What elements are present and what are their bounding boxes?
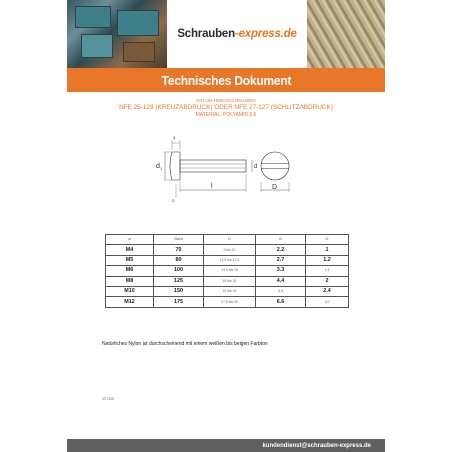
table-header-row — [106, 235, 349, 245]
cell-l2: 3,0 — [306, 297, 349, 307]
cell-l1: 4.4 — [256, 276, 306, 286]
cell-D: 11,5 bis 12,5 — [204, 255, 256, 265]
logo-brand-main: Schrauben — [177, 28, 235, 40]
logo-brand-suffix: -express.de — [234, 28, 297, 40]
label-d1: d — [156, 163, 160, 170]
cell-size: M6 — [106, 266, 154, 276]
cell-l1: 2.2 — [256, 245, 306, 255]
footer-email-link[interactable]: kundendienst@schrauben-express.de — [262, 442, 371, 449]
cell-size: M12 — [106, 297, 154, 307]
cell-D: 13,5 bis 15 — [204, 266, 256, 276]
screw-technical-drawing — [150, 134, 300, 204]
label-l1: l1 — [173, 136, 176, 140]
cell-l1: 2.7 — [256, 255, 306, 265]
table-row — [106, 266, 349, 276]
footer-bar — [67, 439, 385, 452]
cell-nicht: 100 — [154, 266, 204, 276]
header-D: D — [204, 235, 256, 245]
cell-l1: 3.3 — [256, 266, 306, 276]
title-bar — [67, 68, 385, 92]
cell-l2: 1.5 — [306, 266, 349, 276]
label-d1-sub: 1 — [160, 166, 163, 171]
cell-D: 27,5 bis 30 — [204, 297, 256, 307]
cell-D: 22 bis 25 — [204, 286, 256, 296]
header-banner — [67, 0, 385, 92]
header-nicht: Nicht — [154, 235, 204, 245]
label-D: D — [272, 184, 278, 191]
cell-nicht: 70 — [154, 245, 204, 255]
cell-nicht: 175 — [154, 297, 204, 307]
cell-D: 9 bis 10 — [204, 245, 256, 255]
cell-l1: 5.5 — [256, 286, 306, 296]
logo[interactable] — [167, 0, 307, 68]
cell-size: M4 — [106, 245, 154, 255]
cell-size: M10 — [106, 286, 154, 296]
cell-size: M8 — [106, 276, 154, 286]
cell-D: 18 bis 20 — [204, 276, 256, 286]
cell-nicht: 125 — [154, 276, 204, 286]
cell-l2: 1 — [306, 245, 349, 255]
table-row — [106, 255, 349, 265]
label-l2: l2 — [172, 199, 175, 203]
table-row — [106, 297, 349, 307]
document-reference: V07300 — [102, 397, 115, 401]
product-category: NYLON-HEBOSCHRAUBEN — [196, 98, 256, 103]
cell-l2: 1.2 — [306, 255, 349, 265]
cell-size: M5 — [106, 255, 154, 265]
header-l1: l1 — [256, 235, 306, 245]
screws-photo — [307, 0, 385, 68]
table-row — [106, 245, 349, 255]
material-note: Natürliches Nylon ist durchscheinend mit einem weißen bis beigen Farbton — [102, 341, 268, 347]
label-l: l — [211, 183, 213, 190]
header-l2: l2 — [306, 235, 349, 245]
label-d: d — [254, 164, 258, 170]
table-row — [106, 286, 349, 296]
dimensions-table — [105, 234, 349, 308]
header-diameter: ⌀ — [106, 235, 154, 245]
table-row — [106, 276, 349, 286]
cell-l1: 6.6 — [256, 297, 306, 307]
page-title: Technisches Dokument — [161, 72, 291, 88]
tools-photo — [67, 0, 167, 68]
product-norms: NFE 25-129 (KREUZABDRUCK) ODER NFE 27-127 (SCHLITZABDRUCK) — [119, 104, 333, 111]
product-material: MATERIAL: POLYAMID 6.6 — [195, 112, 257, 118]
cell-l2: 2.4 — [306, 286, 349, 296]
cell-nicht: 80 — [154, 255, 204, 265]
cell-l2: 2 — [306, 276, 349, 286]
cell-nicht: 150 — [154, 286, 204, 296]
